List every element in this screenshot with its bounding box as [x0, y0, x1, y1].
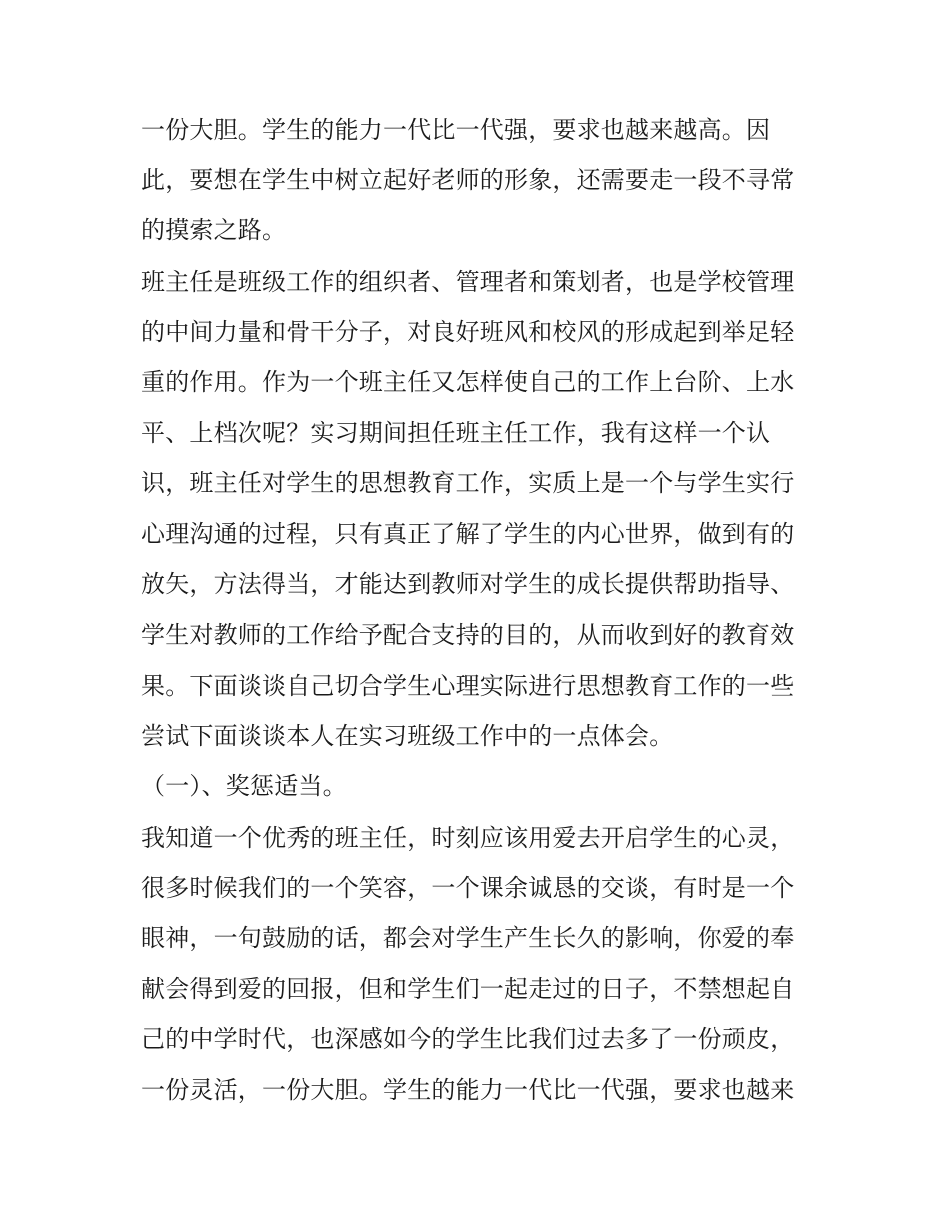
text-line: 的中间力量和骨干分子，对良好班风和校风的形成起到举足轻 — [141, 318, 795, 346]
text-line: 一份大胆。学生的能力一代比一代强，要求也越来越高。因 — [141, 116, 771, 144]
text-line: 果。下面谈谈自己切合学生心理实际进行思想教育工作的一些 — [141, 672, 795, 700]
text-line: 很多时候我们的一个笑容，一个课余诚恳的交谈，有时是一个 — [141, 874, 795, 902]
text-line: 重的作用。作为一个班主任又怎样使自己的工作上台阶、上水 — [141, 368, 795, 396]
text-line: 的摸索之路。 — [141, 216, 287, 244]
text-line: 平、上档次呢？实习期间担任班主任工作，我有这样一个认 — [141, 419, 771, 447]
text-line: 放矢，方法得当，才能达到教师对学生的成长提供帮助指导、 — [141, 570, 795, 598]
text-line: 此，要想在学生中树立起好老师的形象，还需要走一段不寻常 — [141, 166, 795, 194]
text-line: 眼神，一句鼓励的话，都会对学生产生长久的影响，你爱的奉 — [141, 924, 795, 952]
text-line: 献会得到爱的回报，但和学生们一起走过的日子，不禁想起自 — [141, 975, 795, 1003]
text-line: 一份灵活，一份大胆。学生的能力一代比一代强，要求也越来 — [141, 1076, 795, 1104]
text-line: 识，班主任对学生的思想教育工作，实质上是一个与学生实行 — [141, 469, 795, 497]
text-line: 己的中学时代，也深感如今的学生比我们过去多了一份顽皮， — [141, 1025, 795, 1053]
section-heading: （一）、奖惩适当。 — [141, 772, 347, 800]
text-line: 心理沟通的过程，只有真正了解了学生的内心世界，做到有的 — [141, 520, 795, 548]
text-line: 学生对教师的工作给予配合支持的目的，从而收到好的教育效 — [141, 621, 795, 649]
text-line: 尝试下面谈谈本人在实习班级工作中的一点体会。 — [141, 722, 674, 750]
text-line: 班主任是班级工作的组织者、管理者和策划者，也是学校管理 — [141, 268, 795, 296]
text-line: 我知道一个优秀的班主任，时刻应该用爱去开启学生的心灵， — [141, 824, 795, 852]
